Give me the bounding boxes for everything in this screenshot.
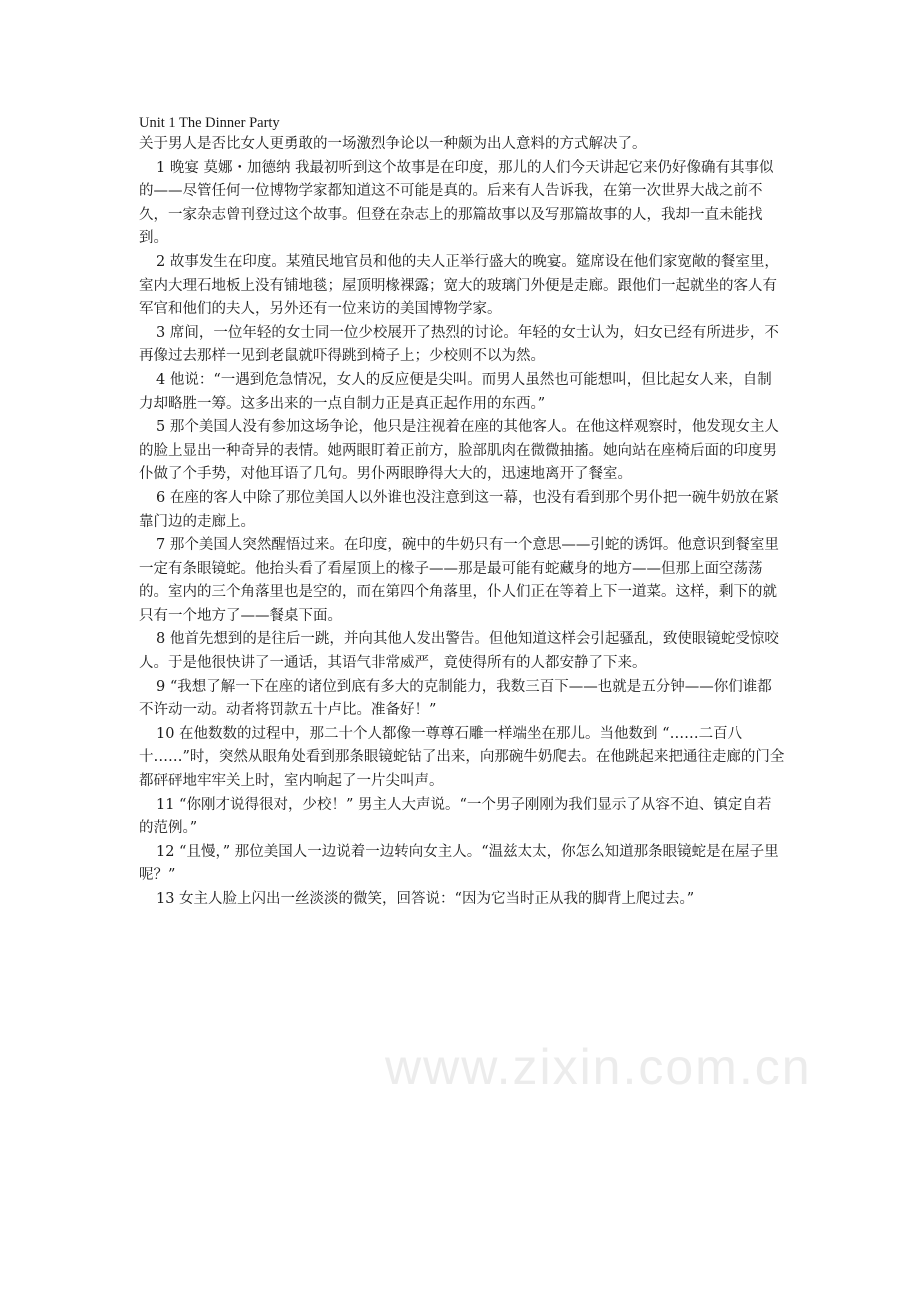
- paragraph-5: 5 那个美国人没有参加这场争论，他只是注视着在座的其他客人。在他这样观察时，他发现女主人的脸上显出一种奇异的表情。她两眼盯着正前方，脸部肌肉在微微抽搐。她向站在座椅后面的印度男仆做了个手势，对他耳语了几句。男仆两眼睁得大大的，迅速地离开了餐室。: [139, 419, 779, 483]
- document-title: Unit 1 The Dinner Party: [139, 115, 280, 131]
- paragraph-7: 7 那个美国人突然醒悟过来。在印度，碗中的牛奶只有一个意思——引蛇的诱饵。他意识到餐室里一定有条眼镜蛇。他抬头看了看屋顶上的椽子——那是最可能有蛇藏身的地方——但那上面空荡荡的。室内的三个角落里也是空的，而在第四个角落里，仆人们正在等着上下一道菜。这样，剩下的就只有一个地方了——餐桌下面。: [139, 537, 779, 624]
- paragraph-2: 2 故事发生在印度。某殖民地官员和他的夫人正举行盛大的晚宴。筵席设在他们家宽敞的餐室里，室内大理石地板上没有铺地毯；屋顶明椽裸露；宽大的玻璃门外便是走廊。跟他们一起就坐的客人有军官和他们的夫人，另外还有一位来访的美国博物学家。: [139, 253, 779, 318]
- intro-paragraph: 关于男人是否比女人更勇敢的一场激烈争论以一种颇为出人意料的方式解决了。: [139, 136, 647, 152]
- paragraph-13: 13 女主人脸上闪出一丝淡淡的微笑，回答说：“因为它当时正从我的脚背上爬过去。”: [156, 891, 695, 907]
- document-body: [139, 113, 785, 912]
- paragraph-6: 6 在座的客人中除了那位美国人以外谁也没注意到这一幕，也没有看到那个男仆把一碗牛奶放在紧靠门边的走廊上。: [139, 489, 779, 530]
- watermark: www.zixin.com.cn: [385, 1039, 812, 1095]
- paragraph-4: 4 他说：“一遇到危急情况，女人的反应便是尖叫。而男人虽然也可能想叫，但比起女人来，自制力却略胜一筹。这多出来的一点自制力正是真正起作用的东西。”: [139, 371, 772, 412]
- paragraph-12: 12 “且慢，” 那位美国人一边说着一边转向女主人。“温兹太太，你怎么知道那条眼镜蛇是在屋子里呢？”: [139, 843, 779, 884]
- paragraph-1: 1 晚宴 莫娜・加德纳 我最初听到这个故事是在印度，那儿的人们今天讲起它来仍好像确有其事似的——尽管任何一位博物学家都知道这不可能是真的。后来有人告诉我，在第一次世界大战之前不久，一家杂志曾刊登过这个故事。但登在杂志上的那篇故事以及写那篇故事的人，我却一直未能找到。: [139, 159, 774, 247]
- paragraph-9: 9 “我想了解一下在座的诸位到底有多大的克制能力，我数三百下——也就是五分钟——你们谁都不许动一动。动者将罚款五十卢比。准备好！”: [139, 678, 772, 719]
- paragraph-10: 10 在他数数的过程中，那二十个人都像一尊尊石雕一样端坐在那儿。当他数到 “……二百八十……”时，突然从眼角处看到那条眼镜蛇钻了出来，向那碗牛奶爬去。在他跳起来把通往走廊的门全都砰砰地牢牢关上时，室内响起了一片尖叫声。: [139, 725, 785, 790]
- paragraph-3: 3 席间，一位年轻的女士同一位少校展开了热烈的讨论。年轻的女士认为，妇女已经有所进步，不再像过去那样一见到老鼠就吓得跳到椅子上；少校则不以为然。: [139, 324, 779, 365]
- paragraph-8: 8 他首先想到的是往后一跳，并向其他人发出警告。但他知道这样会引起骚乱，致使眼镜蛇受惊咬人。于是他很快讲了一通话，其语气非常威严，竟使得所有的人都安静了下来。: [139, 631, 779, 672]
- paragraph-11: 11 “你刚才说得很对，少校！” 男主人大声说。“一个男子刚刚为我们显示了从容不迫、镇定自若的范例。”: [139, 796, 772, 837]
